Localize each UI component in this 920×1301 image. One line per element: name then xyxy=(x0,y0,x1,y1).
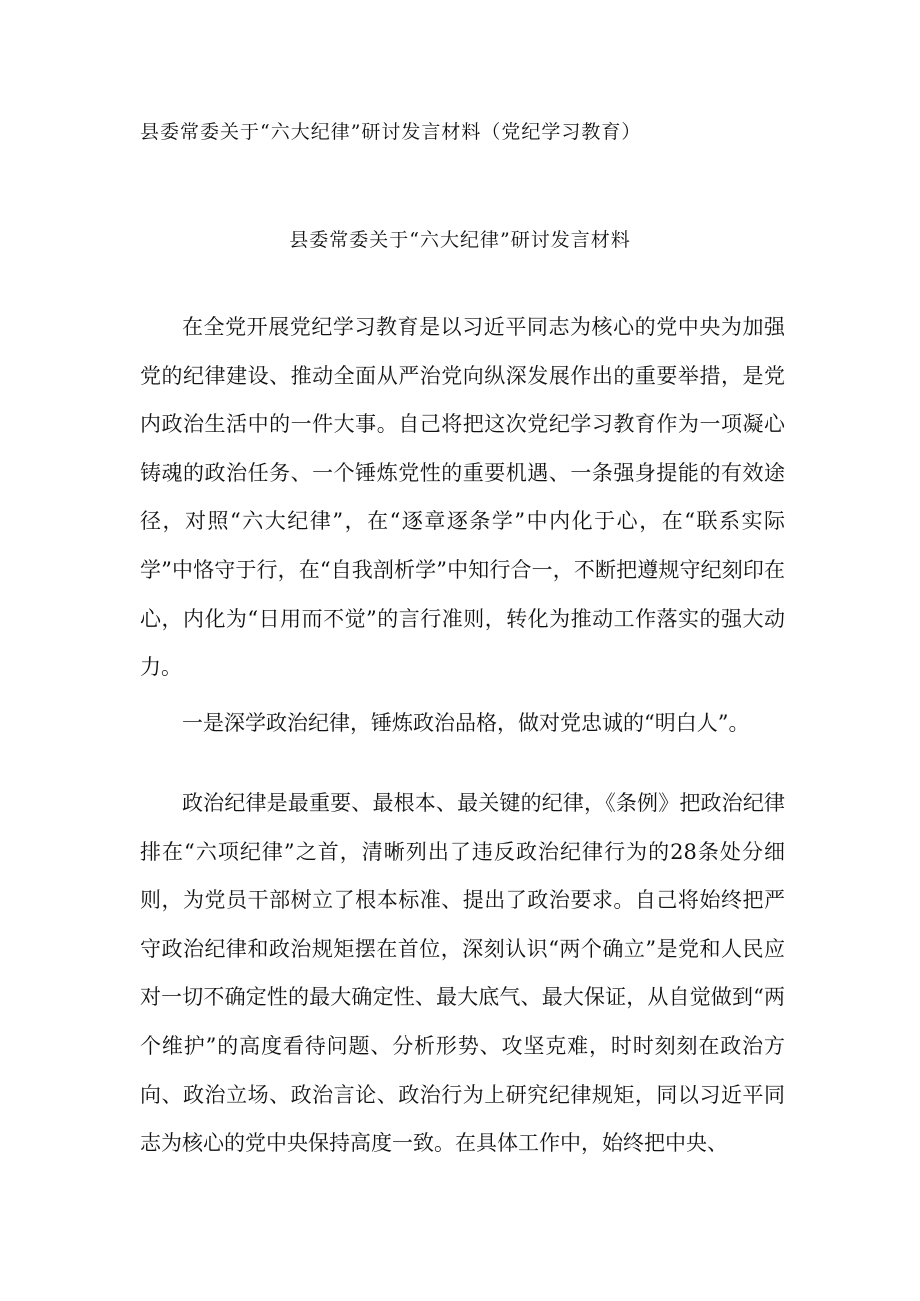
document-title: 县委常委关于“六大纪律”研讨发言材料（党纪学习教育） xyxy=(140,121,642,143)
section-heading-political-discipline: 一是深学政治纪律，锤炼政治品格，做对党忠诚的“明白人”。 xyxy=(182,711,750,735)
paragraph-political-discipline: 政治纪律是最重要、最根本、最关键的纪律，《条例》把政治纪律排在“六项纪律”之首，清晰列出了违反政治纪律行为的28条处分细则，为党员干部树立了根本标准、提出了政治要求。自己将始终把严守政治纪律和政治规矩摆在首位，深刻认识“两个确立”是党和人民应对一切不确定性的最大确定性、最大底气、最大保证，从自觉做到“两个维护”的高度看待问题、分析形势、攻坚克难，时时刻刻在政治方向、政治立场、政治言论、政治行为上研究纪律规矩，同以习近平同志为核心的党中央保持高度一致。在具体工作中，始终把中央、 xyxy=(140,791,785,1156)
document-subtitle: 县委常委关于“六大纪律”研讨发言材料 xyxy=(289,229,631,251)
paragraph-intro: 在全党开展党纪学习教育是以习近平同志为核心的党中央为加强党的纪律建设、推动全面从严治党向纵深发展作出的重要举措，是党内政治生活中的一件大事。自己将把这次党纪学习教育作为一项凝心铸魂的政治任务、一个锤炼党性的重要机遇、一条强身提能的有效途径，对照“六大纪律”，在“逐章逐条学”中内化于心，在“联系实际学”中恪守于行，在“自我剖析学”中知行合一，不断把遵规守纪刻印在心，内化为“日用而不觉”的言行准则，转化为推动工作落实的强大动力。 xyxy=(140,315,785,680)
